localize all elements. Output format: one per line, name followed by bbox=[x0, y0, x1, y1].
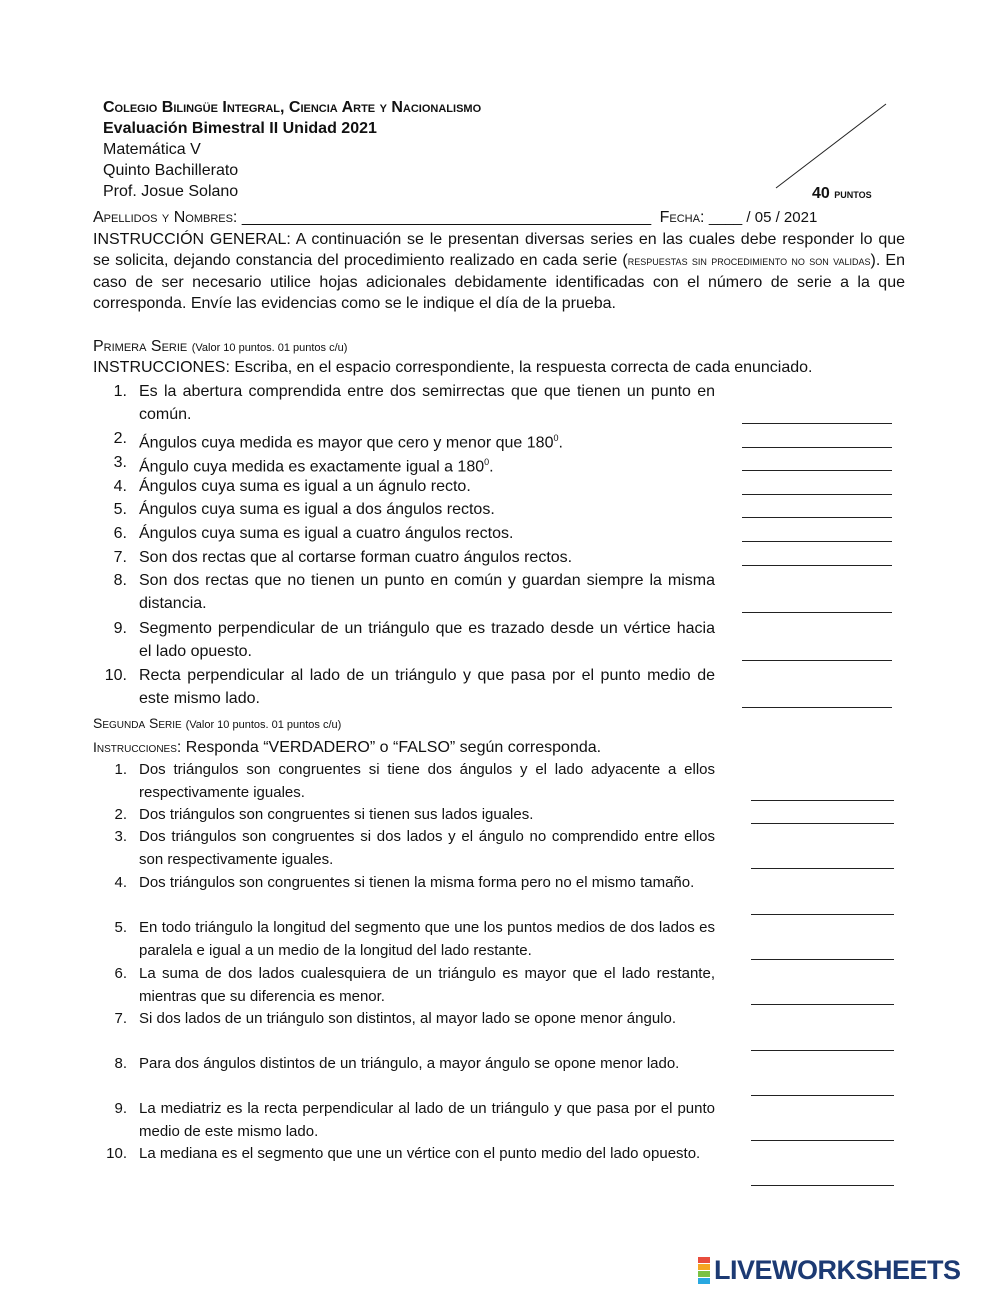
series2-title: Segunda Serie bbox=[93, 715, 182, 731]
total-points bbox=[812, 185, 872, 203]
item-text: Ángulos cuya suma es igual a cuatro ángulos rectos. bbox=[139, 525, 514, 542]
item-text: Dos triángulos son congruentes si dos lados y el ángulo no comprendido entre ellos son respectivamente iguales. bbox=[139, 828, 715, 868]
series1-answer-9[interactable] bbox=[742, 660, 892, 661]
series2-instructions-label: Instrucciones bbox=[93, 739, 177, 755]
series1-title: Primera Serie bbox=[93, 338, 188, 355]
item-number: 4. bbox=[114, 874, 127, 891]
date-label: Fecha: bbox=[659, 209, 705, 226]
item-text: Segmento perpendicular de un triángulo que es trazado desde un vértice hacia el lado opuesto. bbox=[139, 620, 715, 660]
item-number: 5. bbox=[113, 501, 127, 518]
item-number: 2. bbox=[113, 430, 127, 447]
score-slash-line bbox=[770, 100, 890, 192]
date-field[interactable]: ____ / 05 / 2021 bbox=[708, 209, 818, 226]
general-instruction-label: INSTRUCCIÓN GENERAL: bbox=[93, 231, 291, 248]
item-text: Para dos ángulos distintos de un triángulo, a mayor ángulo se opone menor lado. bbox=[139, 1055, 680, 1072]
item-text: En todo triángulo la longitud del segmento que une los puntos medios de dos lados es paralela e igual a un medio de la longitud del lado restante. bbox=[139, 919, 715, 959]
series1-answer-2[interactable] bbox=[742, 447, 892, 448]
series1-answer-3[interactable] bbox=[742, 470, 892, 471]
item-number: 3. bbox=[114, 828, 127, 845]
degree-superscript: 0 bbox=[553, 433, 559, 443]
series1-answer-1[interactable] bbox=[742, 423, 892, 424]
item-number: 1. bbox=[113, 383, 127, 400]
item-text-main: Ángulo cuya medida es exactamente igual a 180 bbox=[139, 458, 485, 476]
item-text: Si dos lados de un triángulo son distintos, al mayor lado se opone menor ángulo. bbox=[139, 1010, 677, 1027]
series1-heading bbox=[93, 336, 905, 359]
item-text: Son dos rectas que no tienen un punto en común y guardan siempre la misma distancia. bbox=[139, 572, 715, 612]
item-text: Dos triángulos son congruentes si tienen sus lados iguales. bbox=[139, 806, 534, 823]
points-word: puntos bbox=[834, 186, 872, 201]
item-text: Dos triángulos son congruentes si tiene dos ángulos y el lado adyacente a ellos respectivamente iguales. bbox=[139, 761, 715, 801]
series2-answer-4[interactable] bbox=[751, 914, 894, 915]
item-number: 10. bbox=[106, 1145, 127, 1162]
series1-instructions-text: Escriba, en el espacio correspondiente, la respuesta correcta de cada enunciado. bbox=[234, 359, 813, 376]
series1-instructions-label: INSTRUCCIONES: bbox=[93, 359, 230, 376]
item-number: 3. bbox=[113, 454, 127, 471]
series2-answer-2[interactable] bbox=[751, 823, 894, 824]
series1-value: (Valor 10 puntos. 01 puntos c/u) bbox=[191, 342, 348, 354]
item-number: 10. bbox=[104, 667, 127, 684]
series2-instructions-text: : Responda “VERDADERO” o “FALSO” según corresponda. bbox=[176, 739, 602, 756]
logo-block bbox=[698, 1271, 710, 1277]
item-text: Ángulos cuya suma es igual a un ágnulo recto. bbox=[139, 478, 471, 495]
item-number: 6. bbox=[114, 965, 127, 982]
item-text-tail: . bbox=[489, 458, 494, 476]
general-instruction-text-b: ). En caso de ser necesario utilice hojas adicionales debidamente identificadas con el número de serie a la que corresponda. Envíe las evidencias como se le indique el día de la prueba. bbox=[93, 252, 906, 312]
name-label: Apellidos y Nombres: bbox=[93, 209, 238, 226]
series2-answer-3[interactable] bbox=[751, 868, 894, 869]
item-number: 5. bbox=[114, 919, 127, 936]
item-text: Son dos rectas que al cortarse forman cuatro ángulos rectos. bbox=[139, 549, 573, 566]
item-number: 7. bbox=[114, 1010, 127, 1027]
degree-superscript: 0 bbox=[484, 457, 490, 467]
logo-color-blocks-icon bbox=[698, 1257, 710, 1284]
series1-answer-10[interactable] bbox=[742, 707, 892, 708]
logo-block bbox=[698, 1257, 710, 1263]
points-number: 40 bbox=[812, 185, 830, 202]
logo-text: LIVEWORKSHEETS bbox=[714, 1254, 961, 1285]
item-text-main: Ángulos cuya medida es mayor que cero y menor que 180 bbox=[139, 434, 554, 452]
general-instruction bbox=[93, 229, 905, 314]
series2-answer-7[interactable] bbox=[751, 1050, 894, 1051]
series2-answer-5[interactable] bbox=[751, 959, 894, 960]
general-instruction-text-a: A continuación se le presentan diversas series en las cuales debe responder lo que se solicita, dejando constancia del procedimiento realizado en cada serie ( bbox=[93, 231, 906, 270]
liveworksheets-logo[interactable] bbox=[698, 1255, 961, 1285]
series2-answer-10[interactable] bbox=[751, 1185, 894, 1186]
evaluation-title: Evaluación Bimestral II Unidad 2021 bbox=[103, 120, 377, 137]
item-text: Es la abertura comprendida entre dos semirrectas que que tienen un punto en común. bbox=[139, 383, 715, 423]
item-text: Ángulos cuya suma es igual a dos ángulos rectos. bbox=[139, 501, 495, 518]
series1-instructions bbox=[93, 357, 905, 378]
series1-answer-5[interactable] bbox=[742, 517, 892, 518]
general-instruction-note: respuestas sin procedimiento no son validas bbox=[627, 253, 871, 269]
series2-answer-9[interactable] bbox=[751, 1140, 894, 1141]
series1-answer-6[interactable] bbox=[742, 541, 892, 542]
item-text: La suma de dos lados cualesquiera de un triángulo es mayor que el lado restante, mientras que su diferencia es menor. bbox=[139, 965, 715, 1005]
grade: Quinto Bachillerato bbox=[103, 162, 239, 179]
subject: Matemática V bbox=[103, 141, 201, 158]
logo-block bbox=[698, 1264, 710, 1270]
teacher: Prof. Josue Solano bbox=[103, 183, 239, 200]
series1-answer-8[interactable] bbox=[742, 612, 892, 613]
series2-answer-8[interactable] bbox=[751, 1095, 894, 1096]
item-number: 2. bbox=[114, 806, 127, 823]
item-number: 9. bbox=[114, 1100, 127, 1117]
series2-instructions bbox=[93, 737, 905, 758]
item-text-tail: . bbox=[558, 434, 563, 452]
series1-answer-4[interactable] bbox=[742, 494, 892, 495]
item-number: 8. bbox=[114, 1055, 127, 1072]
item-number: 6. bbox=[113, 525, 127, 542]
item-text: La mediana es el segmento que une un vértice con el punto medio del lado opuesto. bbox=[139, 1145, 701, 1162]
item-number: 9. bbox=[113, 620, 127, 637]
item-number: 1. bbox=[114, 761, 127, 778]
item-number: 8. bbox=[113, 572, 127, 589]
series2-answer-1[interactable] bbox=[751, 800, 894, 801]
item-text: La mediatriz es la recta perpendicular al lado de un triángulo y que pasa por el punto medio de este mismo lado. bbox=[139, 1100, 715, 1140]
logo-block bbox=[698, 1278, 710, 1284]
series2-heading bbox=[93, 713, 905, 736]
series1-answer-7[interactable] bbox=[742, 565, 892, 566]
series2-value: (Valor 10 puntos. 01 puntos c/u) bbox=[185, 719, 342, 731]
item-number: 7. bbox=[113, 549, 127, 566]
student-info-line bbox=[93, 207, 905, 228]
item-text: Dos triángulos son congruentes si tienen la misma forma pero no el mismo tamaño. bbox=[139, 874, 695, 891]
item-number: 4. bbox=[113, 478, 127, 495]
series2-answer-6[interactable] bbox=[751, 1004, 894, 1005]
name-field[interactable]: ______________________________________________ bbox=[241, 209, 652, 226]
item-text: Recta perpendicular al lado de un triángulo y que pasa por el punto medio de este mismo lado. bbox=[139, 667, 715, 707]
school-name: Colegio Bilingüe Integral, Ciencia Arte y Nacionalismo bbox=[103, 99, 482, 116]
